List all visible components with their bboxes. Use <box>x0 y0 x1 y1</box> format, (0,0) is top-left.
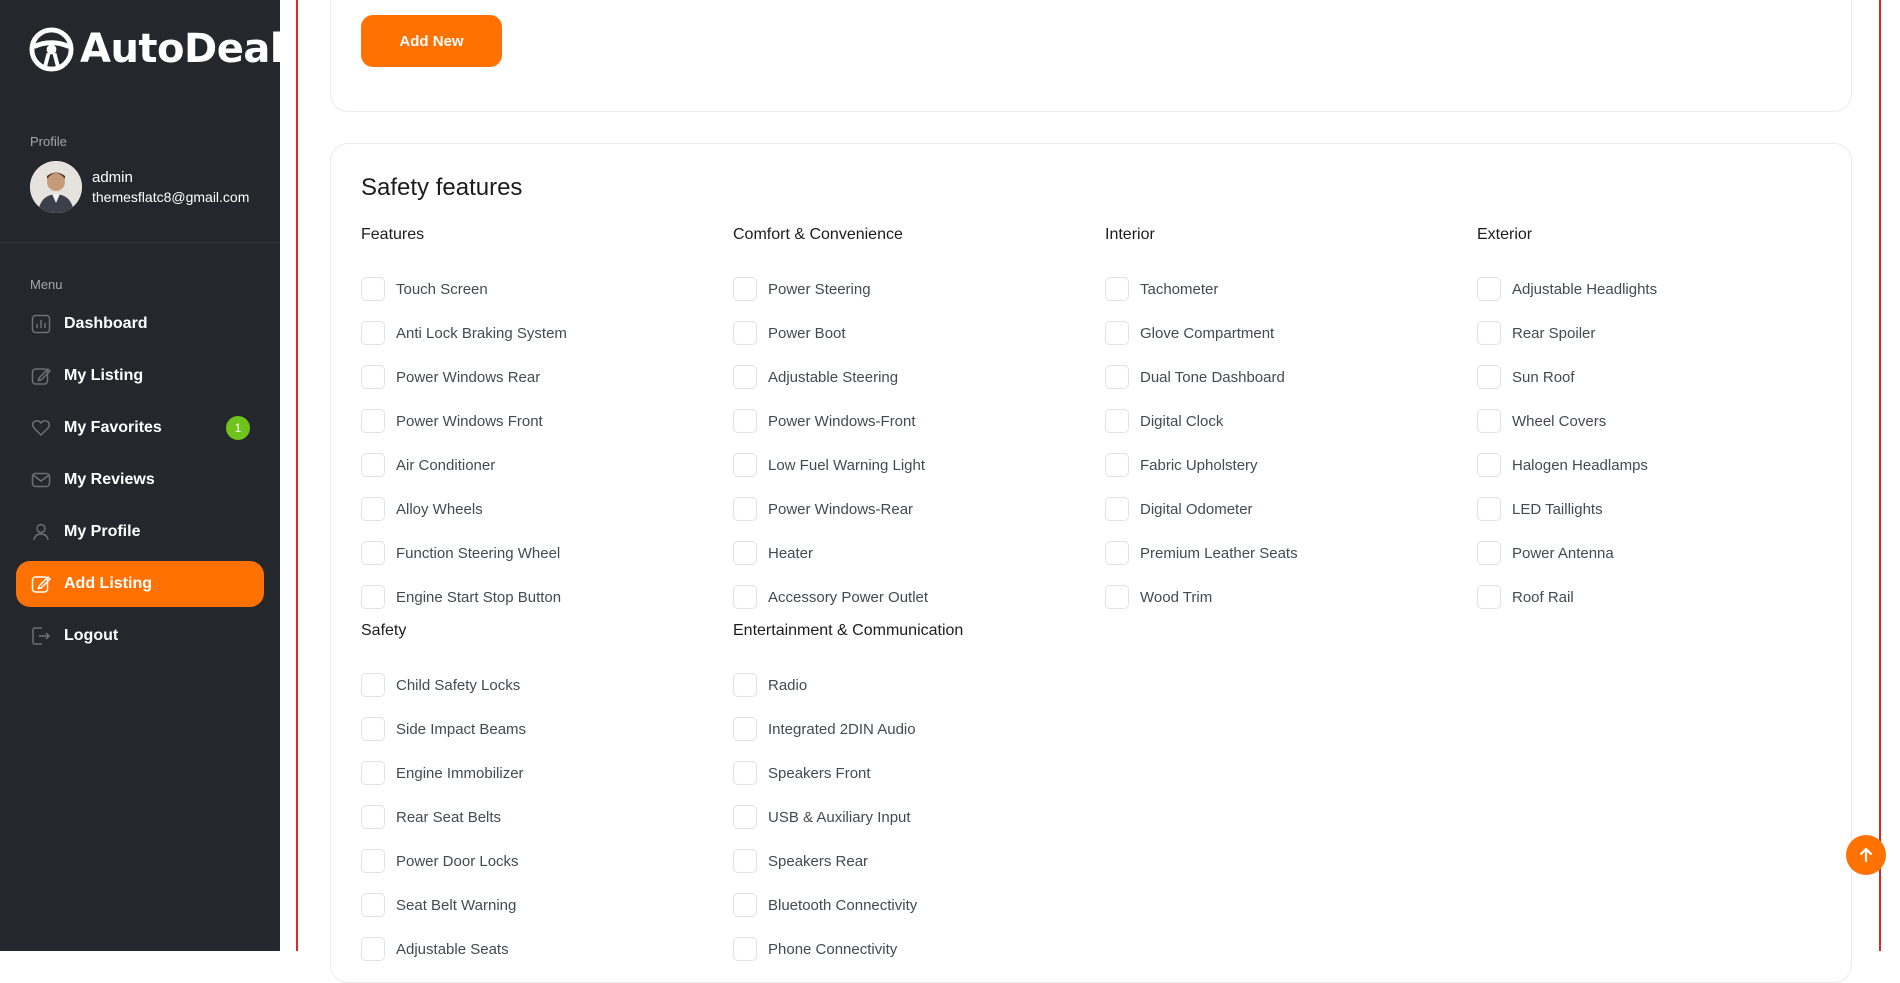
option-label: Wheel Covers <box>1512 412 1607 430</box>
sidebar-divider <box>0 242 280 243</box>
checkbox[interactable] <box>361 409 385 433</box>
option-label: Anti Lock Braking System <box>396 324 567 342</box>
checkbox[interactable] <box>733 937 757 961</box>
option-rear-seat-belts[interactable] <box>361 795 733 839</box>
group-exterior <box>1477 223 1849 619</box>
menu-section-label: Menu <box>30 277 63 292</box>
steering-wheel-icon <box>29 27 74 72</box>
checkbox[interactable] <box>733 453 757 477</box>
checkbox[interactable] <box>361 321 385 345</box>
checkbox[interactable] <box>733 717 757 741</box>
sidebar <box>0 0 284 951</box>
group-features <box>361 223 733 619</box>
profile-section-label: Profile <box>30 134 67 149</box>
option-anti-lock-braking-system[interactable] <box>361 311 733 355</box>
option-label: Rear Seat Belts <box>396 808 502 826</box>
checkbox[interactable] <box>1105 497 1129 521</box>
arrow-up-icon <box>1857 846 1875 864</box>
option-touch-screen[interactable] <box>361 267 733 311</box>
option-rear-spoiler[interactable] <box>1477 311 1849 355</box>
option-label: Power Windows-Front <box>768 412 916 430</box>
option-usb-auxiliary-input[interactable] <box>733 795 1105 839</box>
option-label: Digital Clock <box>1140 412 1224 430</box>
option-bluetooth-connectivity[interactable] <box>733 883 1105 927</box>
option-power-windows-front[interactable] <box>361 399 733 443</box>
option-label: Halogen Headlamps <box>1512 456 1648 474</box>
option-label: Wood Trim <box>1140 588 1213 606</box>
option-label: Adjustable Seats <box>396 940 509 958</box>
group-entertainment-communication <box>733 619 1105 971</box>
checkbox[interactable] <box>1105 277 1129 301</box>
sidebar-item-my-favorites[interactable] <box>16 405 264 451</box>
option-radio[interactable] <box>733 663 1105 707</box>
brand-logo[interactable] <box>29 26 283 72</box>
add-new-button[interactable]: Add New <box>361 15 502 67</box>
option-sun-roof[interactable] <box>1477 355 1849 399</box>
checkbox[interactable] <box>361 277 385 301</box>
option-label: Bluetooth Connectivity <box>768 896 918 914</box>
checkbox[interactable] <box>733 585 757 609</box>
checkbox[interactable] <box>733 541 757 565</box>
edit-icon <box>30 573 52 595</box>
option-power-windows-front[interactable] <box>733 399 1105 443</box>
option-power-door-locks[interactable] <box>361 839 733 883</box>
checkbox[interactable] <box>361 585 385 609</box>
checkbox[interactable] <box>1477 453 1501 477</box>
sidebar-item-my-profile[interactable] <box>16 509 264 555</box>
avatar <box>30 161 82 213</box>
option-digital-clock[interactable] <box>1105 399 1477 443</box>
option-label: Power Windows Front <box>396 412 543 430</box>
option-speakers-rear[interactable] <box>733 839 1105 883</box>
option-tachometer[interactable] <box>1105 267 1477 311</box>
group-title: Comfort & Convenience <box>733 226 903 243</box>
option-label: USB & Auxiliary Input <box>768 808 911 826</box>
sidebar-item-label: My Listing <box>64 367 144 384</box>
option-label: Radio <box>768 676 808 694</box>
checkbox[interactable] <box>1477 585 1501 609</box>
group-interior <box>1105 223 1477 619</box>
checkbox[interactable] <box>361 761 385 785</box>
checkbox[interactable] <box>733 893 757 917</box>
mail-icon <box>30 469 52 491</box>
checkbox[interactable] <box>1105 365 1129 389</box>
option-label: Speakers Front <box>768 764 871 782</box>
option-dual-tone-dashboard[interactable] <box>1105 355 1477 399</box>
option-label: Tachometer <box>1140 280 1219 298</box>
heart-icon <box>30 417 52 439</box>
group-title: Exterior <box>1477 226 1533 243</box>
checkbox[interactable] <box>733 409 757 433</box>
option-engine-immobilizer[interactable] <box>361 751 733 795</box>
top-card <box>330 0 1852 112</box>
checkbox[interactable] <box>733 277 757 301</box>
checkbox[interactable] <box>361 937 385 961</box>
sidebar-item-label: Logout <box>64 627 119 644</box>
option-adjustable-headlights[interactable] <box>1477 267 1849 311</box>
option-label: Power Door Locks <box>396 852 519 870</box>
checkbox[interactable] <box>1105 321 1129 345</box>
option-premium-leather-seats[interactable] <box>1105 531 1477 575</box>
logout-icon <box>30 625 52 647</box>
sidebar-item-label: My Favorites <box>64 419 162 436</box>
sidebar-item-label: My Profile <box>64 523 141 540</box>
profile-name: admin <box>92 169 133 186</box>
option-engine-start-stop-button[interactable] <box>361 575 733 619</box>
option-label: Child Safety Locks <box>396 676 521 694</box>
checkbox[interactable] <box>733 805 757 829</box>
checkbox[interactable] <box>733 365 757 389</box>
option-speakers-front[interactable] <box>733 751 1105 795</box>
checkbox[interactable] <box>361 673 385 697</box>
option-label: Speakers Rear <box>768 852 869 870</box>
checkbox[interactable] <box>1477 497 1501 521</box>
chart-icon <box>30 313 52 335</box>
checkbox[interactable] <box>1477 277 1501 301</box>
checkbox[interactable] <box>361 541 385 565</box>
checkbox[interactable] <box>733 321 757 345</box>
checkbox[interactable] <box>361 849 385 873</box>
favorites-count-badge: 1 <box>226 416 250 440</box>
option-label: Glove Compartment <box>1140 324 1275 342</box>
option-label: Power Antenna <box>1512 544 1614 562</box>
option-seat-belt-warning[interactable] <box>361 883 733 927</box>
option-label: Sun Roof <box>1512 368 1575 386</box>
sidebar-item-my-reviews[interactable] <box>16 457 264 503</box>
option-fabric-upholstery[interactable] <box>1105 443 1477 487</box>
option-heater[interactable] <box>733 531 1105 575</box>
option-label: Heater <box>768 544 814 562</box>
sidebar-item-label: My Reviews <box>64 471 155 488</box>
checkbox[interactable] <box>361 805 385 829</box>
group-safety <box>361 619 733 971</box>
edit-icon <box>30 365 52 387</box>
checkbox[interactable] <box>1105 453 1129 477</box>
option-halogen-headlamps[interactable] <box>1477 443 1849 487</box>
option-label: Adjustable Headlights <box>1512 280 1658 298</box>
option-label: Power Windows Rear <box>396 368 541 386</box>
option-power-boot[interactable] <box>733 311 1105 355</box>
option-phone-connectivity[interactable] <box>733 927 1105 971</box>
group-comfort-convenience <box>733 223 1105 619</box>
checkbox[interactable] <box>733 849 757 873</box>
option-label: Touch Screen <box>396 280 488 298</box>
checkbox[interactable] <box>361 717 385 741</box>
checkbox[interactable] <box>1105 409 1129 433</box>
checkbox[interactable] <box>361 365 385 389</box>
checkbox[interactable] <box>1477 409 1501 433</box>
option-label: Roof Rail <box>1512 588 1574 606</box>
option-power-windows-rear[interactable] <box>733 487 1105 531</box>
sidebar-nav <box>16 301 264 665</box>
option-label: Accessory Power Outlet <box>768 588 929 606</box>
option-label: Dual Tone Dashboard <box>1140 368 1285 386</box>
checkbox[interactable] <box>733 497 757 521</box>
option-low-fuel-warning-light[interactable] <box>733 443 1105 487</box>
option-label: Adjustable Steering <box>768 368 899 386</box>
option-label: Function Steering Wheel <box>396 544 561 562</box>
option-label: Rear Spoiler <box>1512 324 1596 342</box>
checkbox[interactable] <box>1477 365 1501 389</box>
card-title: Safety features <box>361 174 523 201</box>
option-glove-compartment[interactable] <box>1105 311 1477 355</box>
option-label: Phone Connectivity <box>768 940 898 958</box>
option-accessory-power-outlet[interactable] <box>733 575 1105 619</box>
group-title: Entertainment & Communication <box>733 622 964 639</box>
profile-email: themesflatc8@gmail.com <box>92 189 250 205</box>
scroll-to-top-button[interactable] <box>1846 835 1886 875</box>
option-label: Digital Odometer <box>1140 500 1253 518</box>
option-side-impact-beams[interactable] <box>361 707 733 751</box>
brand-name: AutoDeal <box>80 26 284 72</box>
sidebar-item-my-listing[interactable] <box>16 353 264 399</box>
avatar-portrait-icon <box>30 161 82 213</box>
option-adjustable-steering[interactable] <box>733 355 1105 399</box>
checkbox[interactable] <box>1477 321 1501 345</box>
option-function-steering-wheel[interactable] <box>361 531 733 575</box>
option-label: LED Taillights <box>1512 500 1603 518</box>
option-child-safety-locks[interactable] <box>361 663 733 707</box>
sidebar-item-logout[interactable] <box>16 613 264 659</box>
checkbox[interactable] <box>1105 541 1129 565</box>
sidebar-item-add-listing[interactable] <box>16 561 264 607</box>
option-label: Seat Belt Warning <box>396 896 517 914</box>
option-label: Fabric Upholstery <box>1140 456 1258 474</box>
option-adjustable-seats[interactable] <box>361 927 733 971</box>
option-label: Engine Immobilizer <box>396 764 524 782</box>
option-wheel-covers[interactable] <box>1477 399 1849 443</box>
sidebar-item-dashboard[interactable] <box>16 301 264 347</box>
group-title: Safety <box>361 622 407 639</box>
option-power-steering[interactable] <box>733 267 1105 311</box>
checkbox[interactable] <box>361 893 385 917</box>
option-label: Power Boot <box>768 324 846 342</box>
group-title: Features <box>361 226 425 243</box>
checkbox[interactable] <box>733 673 757 697</box>
option-label: Power Steering <box>768 280 871 298</box>
option-label: Air Conditioner <box>396 456 496 474</box>
option-integrated-2din-audio[interactable] <box>733 707 1105 751</box>
checkbox[interactable] <box>733 761 757 785</box>
profile-summary[interactable] <box>30 161 249 213</box>
option-power-windows-rear[interactable] <box>361 355 733 399</box>
sidebar-item-label: Dashboard <box>64 315 148 332</box>
option-digital-odometer[interactable] <box>1105 487 1477 531</box>
option-label: Low Fuel Warning Light <box>768 456 926 474</box>
option-air-conditioner[interactable] <box>361 443 733 487</box>
option-label: Side Impact Beams <box>396 720 527 738</box>
option-alloy-wheels[interactable] <box>361 487 733 531</box>
checkbox[interactable] <box>1105 585 1129 609</box>
option-wood-trim[interactable] <box>1105 575 1477 619</box>
checkbox[interactable] <box>361 453 385 477</box>
option-label: Integrated 2DIN Audio <box>768 720 916 738</box>
option-led-taillights[interactable] <box>1477 487 1849 531</box>
sidebar-item-label: Add Listing <box>64 575 152 592</box>
option-label: Alloy Wheels <box>396 500 483 518</box>
option-label: Premium Leather Seats <box>1140 544 1298 562</box>
checkbox[interactable] <box>1477 541 1501 565</box>
option-power-antenna[interactable] <box>1477 531 1849 575</box>
option-roof-rail[interactable] <box>1477 575 1849 619</box>
user-icon <box>30 521 52 543</box>
group-title: Interior <box>1105 226 1155 243</box>
option-label: Engine Start Stop Button <box>396 588 562 606</box>
checkbox[interactable] <box>361 497 385 521</box>
option-label: Power Windows-Rear <box>768 500 914 518</box>
